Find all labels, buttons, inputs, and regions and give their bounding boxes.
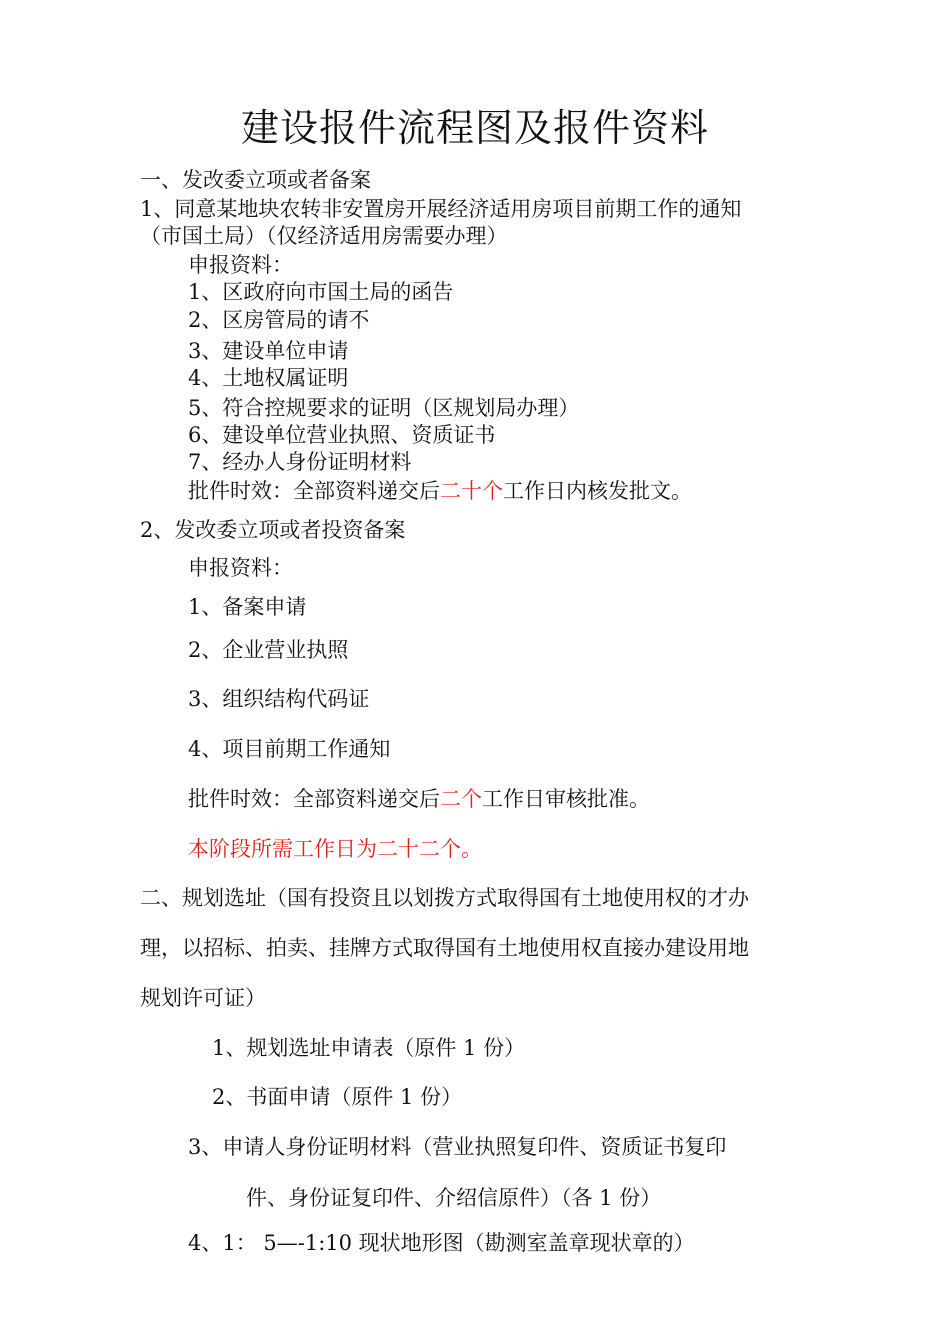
item-1-materials-label: 申报资料： bbox=[188, 253, 293, 277]
timing-highlight: 二十个 bbox=[440, 479, 503, 503]
item-1-material: 7、经办人身份证明材料 bbox=[188, 450, 412, 474]
item-2-timing bbox=[188, 785, 650, 813]
section-2-item-continuation: 件、身份证复印件、介绍信原件）（各 1 份） bbox=[246, 1186, 662, 1210]
item-1-material: 6、建设单位营业执照、资质证书 bbox=[188, 423, 496, 447]
item-2-material: 4、项目前期工作通知 bbox=[188, 737, 391, 761]
timing-text: 工作日内核发批文。 bbox=[503, 479, 692, 503]
item-2-material: 2、企业营业执照 bbox=[188, 638, 349, 662]
timing-highlight: 二个 bbox=[440, 787, 482, 811]
section-2-heading-line-2: 理，以招标、拍卖、挂牌方式取得国有土地使用权直接办建设用地 bbox=[140, 936, 749, 960]
stage-duration-note: 本阶段所需工作日为二十二个。 bbox=[188, 837, 482, 861]
section-1-heading: 一、发改委立项或者备案 bbox=[140, 168, 371, 192]
item-1-title-line-2: （市国土局）（仅经济适用房需要办理） bbox=[140, 224, 508, 248]
item-1-material: 4、土地权属证明 bbox=[188, 366, 349, 390]
section-2-heading-line-1: 二、规划选址（国有投资且以划拨方式取得国有土地使用权的才办 bbox=[140, 886, 749, 910]
item-1-timing bbox=[188, 477, 692, 505]
item-1-material: 2、区房管局的请不 bbox=[188, 308, 370, 332]
section-2-heading-line-3: 规划许可证） bbox=[140, 986, 266, 1010]
item-2-materials-label: 申报资料： bbox=[188, 556, 293, 580]
item-1-material: 3、建设单位申请 bbox=[188, 339, 349, 363]
item-2-material: 1、备案申请 bbox=[188, 595, 307, 619]
section-2-item: 2、书面申请（原件 1 份） bbox=[212, 1085, 463, 1109]
section-2-item: 3、申请人身份证明材料（营业执照复印件、资质证书复印 bbox=[188, 1135, 727, 1159]
item-1-title-line-1: 1、同意某地块农转非安置房开展经济适用房项目前期工作的通知 bbox=[140, 197, 742, 221]
timing-text: 批件时效：全部资料递交后 bbox=[188, 479, 440, 503]
document-title: 建设报件流程图及报件资料 bbox=[240, 106, 709, 150]
item-2-material: 3、组织结构代码证 bbox=[188, 687, 370, 711]
item-2-title: 2、发改委立项或者投资备案 bbox=[140, 518, 406, 542]
section-2-item: 1、规划选址申请表（原件 1 份） bbox=[212, 1036, 526, 1060]
timing-text: 批件时效：全部资料递交后 bbox=[188, 787, 440, 811]
section-2-item: 4、1： 5—-1:10 现状地形图（勘测室盖章现状章的） bbox=[188, 1231, 695, 1255]
timing-text: 工作日审核批准。 bbox=[482, 787, 650, 811]
item-1-material: 5、符合控规要求的证明（区规划局办理） bbox=[188, 396, 580, 420]
item-1-material: 1、区政府向市国土局的函告 bbox=[188, 280, 454, 304]
